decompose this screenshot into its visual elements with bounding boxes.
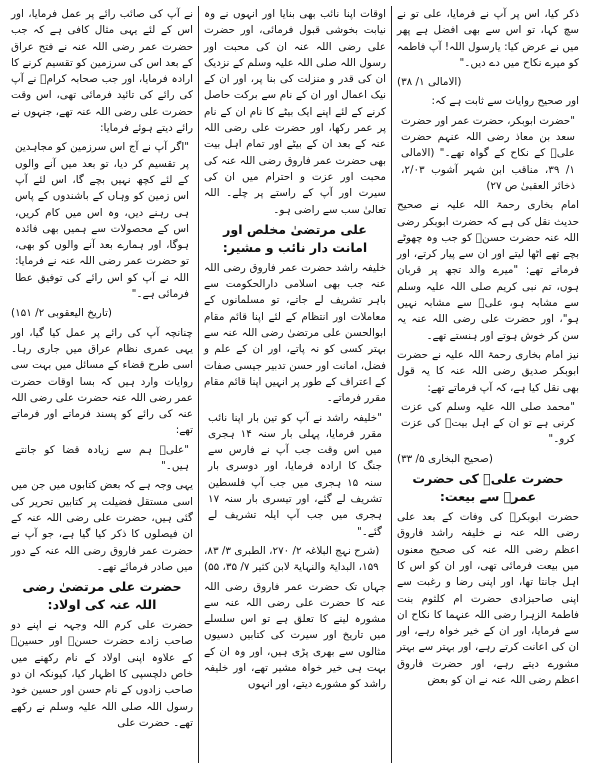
paragraph: اور صحیح روایات سے ثابت ہے کہ: [431,95,579,108]
citation: (الامالی ۱/ ۳۸) [397,76,462,89]
paragraph: اوقات اپنا نائب بھی بنایا اور انہوں نے وہ نیابت بخوشی قبول فرمائی، اور حضرت علی رضی اللہ عنہ ان کی محبت اور رسول اللہ صلی اللہ علیہ وسلم کے نزدیک ان کی قدر و منزلت کی بنا پر، اور ان کے نیک اعمال اور ان کے نام سے برکت حاصل کرنے کے لئے اپنے ایک بیٹے کا نام ان کے نام پر عمر رکھا، اور حضرت علی رضی اللہ عنہ کے بعد ان کے بیٹے اور تمام اہل بیت بھی حضرت عمر فاروق رضی اللہ عنہ کی محبت اور عزت و احترام میں ان کی سیرت اور آپ کے راستے پر چلے۔ اللہ تعالیٰ سب سے راضی ہو۔ [204,8,386,216]
section-heading: علی مرتضیٰ مخلص اور امانت دار نائب و مشیر: [222,221,368,255]
quotation: "علیؓ ہم سے زیادہ قضا کو جانتے ہیں۔" [15,443,189,473]
paragraph: حضرت علی کرم اللہ وجہہ نے اپنے دو صاحب زادے حضرت حسنؓ اور حسینؓ کے علاوہ اپنی اولاد کے نام رکھنے میں خاص دلچسپی کا اظہار کیا، کیونکہ ان دو صاحب زادوں کے نام حسن اور حسین خود رسول اللہ صلی اللہ علیہ وسلم نے رکھے تھے۔ حضرت علی [11,619,193,729]
paragraph: نے آپ کی صائب رائے پر عمل فرمایا، اور اس کے لئے یہی مثال کافی ہے کہ جب حضرت عمر رضی اللہ عنہ نے فتح عراق کے بعد اس کی سرزمین کو تقسیم کرنے کا ارادہ فرمایا، اور جب صحابہ کرامؓ نے آپ کی رائے کی تائید فرمائی تھی، اس وقت حضرت علی رضی اللہ عنہ تھے، جنہوں نے رائے دیتے ہوئے فرمایا: [11,8,193,135]
quotation: "اگر آپ نے آج اس سرزمین کو مجاہدین پر تقسیم کر دیا، تو بعد میں آنے والوں کے لئے کچھ نہیں بچے گا، اس لئے آپ اس زمین کو وہاں کے باشندوں کے پاس ہی رہنے دیں، وہ اس میں کام کریں، اس کے محصولات سے ہمیں بھی فائدہ ہوگا، اور ہمارے بعد آنے والوں کو بھی، تو حضرت عمر رضی اللہ عنہ نے فرمایا: اللہ نے آپ کو اس رائے کی توفیق عطا فرمائی ہے۔" [15,141,189,301]
citation: (شرح نہج البلاغہ ۲/ ۲۷۰، الطبری ۳/ ۸۳، ۱۵۹، البدایۃ والنہایۃ لابن کثیر ۷/ ۳۵، ۵۵) [204,544,380,574]
text-column-middle [199,6,392,763]
section-heading: حضرت علی مرتضیٰ رضی اللہ عنہ کی اولاد: [22,579,182,613]
citation: (تاریخ الیعقوبی ۲/ ۱۵۱) [11,307,112,320]
text-column-left [6,6,199,763]
paragraph: امام بخاری رحمۃ اللہ علیہ نے صحیح حدیث نقل کی ہے کہ حضرت ابوبکر رضی اللہ عنہ حضرت حسنؓ کو جب وہ چھوٹے بچے تھے اٹھا لیتے اور ان سے پیار کرتے، اور فرماتے تھے: "میرے والد تجھ پر قربان ہوں، تم نبی کریم صلی اللہ علیہ وسلم سے مشابہ ہو، علیؓ سے مشابہ نہیں ہو"، اور حضرت علی رضی اللہ عنہ یہ سن کر خوش ہوتے اور ہنستے تھے۔ [397,199,579,342]
paragraph: جہاں تک حضرت عمر فاروق رضی اللہ عنہ کا حضرت علی رضی اللہ عنہ سے مشورہ لینے کا تعلق ہے تو اس سلسلے میں تاریخ اور سیرت کی کتابیں دسیوں مثالوں سے بھری پڑی ہیں، اور وہ ان کے بہت ہی خیر خواہ مشیر تھے، اور خلیفہ راشد کو مشورے دیتے، اور انہوں [204,580,386,691]
paragraph: ذکر کیا، اس پر آپ نے فرمایا، علی تو نے سچ کہا، تو اس سے بھی افضل ہے پھر میں نے عرض کیا: یارسول اللہ! آپ فاطمہ کو میرے نکاح میں دے دیں۔" [397,8,579,69]
paragraph: نیز امام بخاری رحمۃ اللہ علیہ نے حضرت ابوبکر صدیق رضی اللہ عنہ کا یہ قول بھی نقل کیا ہے، کہ آپ فرماتے تھے: [397,348,579,394]
paragraph: خلیفہ راشد حضرت عمر فاروق رضی اللہ عنہ جب بھی اسلامی دارالحکومت سے باہر تشریف لے جاتے، تو مسلمانوں کے معاملات اور انتظام کے لئے اپنا قائم مقام ابوالحسن علی مرتضیٰ رضی اللہ عنہ سے بہتر کسی کو نہ پاتے، اور ان کے علم و فضل، امانت اور حسن تدبیر جیسی صفات کے اعتراف کے طور پر انہیں اپنا قائم مقام مقرر فرماتے۔ [204,261,386,405]
quotation: "محمد صلی اللہ علیہ وسلم کی عزت کرنی ہے تو ان کے اہل بیتؓ کی عزت کرو۔" [401,400,575,446]
section-heading: حضرت علیؓ کی حضرت عمرؓ سے بیعت: [412,471,564,505]
paragraph: چنانچہ آپ کی رائے پر عمل کیا گیا، اور یہی عمری نظام عراق میں جاری رہا۔ اسی طرح قضاء کے مسائل میں بہت سی روایات وارد ہیں کہ بسا اوقات حضرت عمر رضی اللہ عنہ حضرت علی رضی اللہ عنہ کی رائے کو پسند فرماتے اور فرماتے تھے: [11,326,193,437]
paragraph: حضرت ابوبکرؓ کی وفات کے بعد علی رضی اللہ عنہ نے خلیفہ راشد فاروق اعظم رضی اللہ عنہ کی صحیح معنوں میں بیعت فرمائی تھی، اور ان کو اس کا اہل جانتا تھا، اور اپنی رضا و رغبت سے اپنی صاحبزادی حضرت ام کلثوم بنت فاطمۃ الزہرا رضی اللہ عنہما کا نکاح ان سے فرمایا، اور ان کے خیر خواہ رہے، اور ان کی اعانت کرتے رہے، اور بہتر سے بہتر مشورے دیتے رہے، اور حضرت فاروق اعظم رضی اللہ عنہ نے ان کو بعض [397,511,579,686]
quotation: "خلیفہ راشد نے آپ کو تین بار اپنا نائب مقرر فرمایا، پہلی بار سنہ ۱۴ ہجری میں اس وقت جب آپ نے فارس سے جنگ کا ارادہ فرمایا، اور دوسری بار سنہ ۱۵ ہجری میں جب آپ فلسطین تشریف لے گئے، اور تیسری بار سنہ ۱۷ ہجری میں جب آپ ایلہ تشریف لے گئے۔" [208,411,383,538]
paragraph: یہی وجہ ہے کہ بعض کتابوں میں جن میں اسی مستقل فضیلت پر کتابیں تحریر کی گئی ہیں، حضرت علی رضی اللہ عنہ کے ان فیصلوں کا ذکر کیا گیا ہے، جو آپ نے حضرت عمر فاروق رضی اللہ عنہ کے دور میں صادر فرمائے تھے۔ [11,479,193,573]
text-column-right [392,6,584,763]
quotation: "حضرت ابوبکر، حضرت عمر اور حضرت سعد بن معاذ رضی اللہ عنہم حضرت علیؓ کے نکاح کے گواہ تھے۔" (الامالی ۱/ ۳۹، مناقب ابن شہر آشوب ۲/۰۳، ذخائر العقبیٰ ص ۲۷) [401,114,575,192]
citation: (صحیح البخاری ۵/ ۳۳) [397,452,493,465]
